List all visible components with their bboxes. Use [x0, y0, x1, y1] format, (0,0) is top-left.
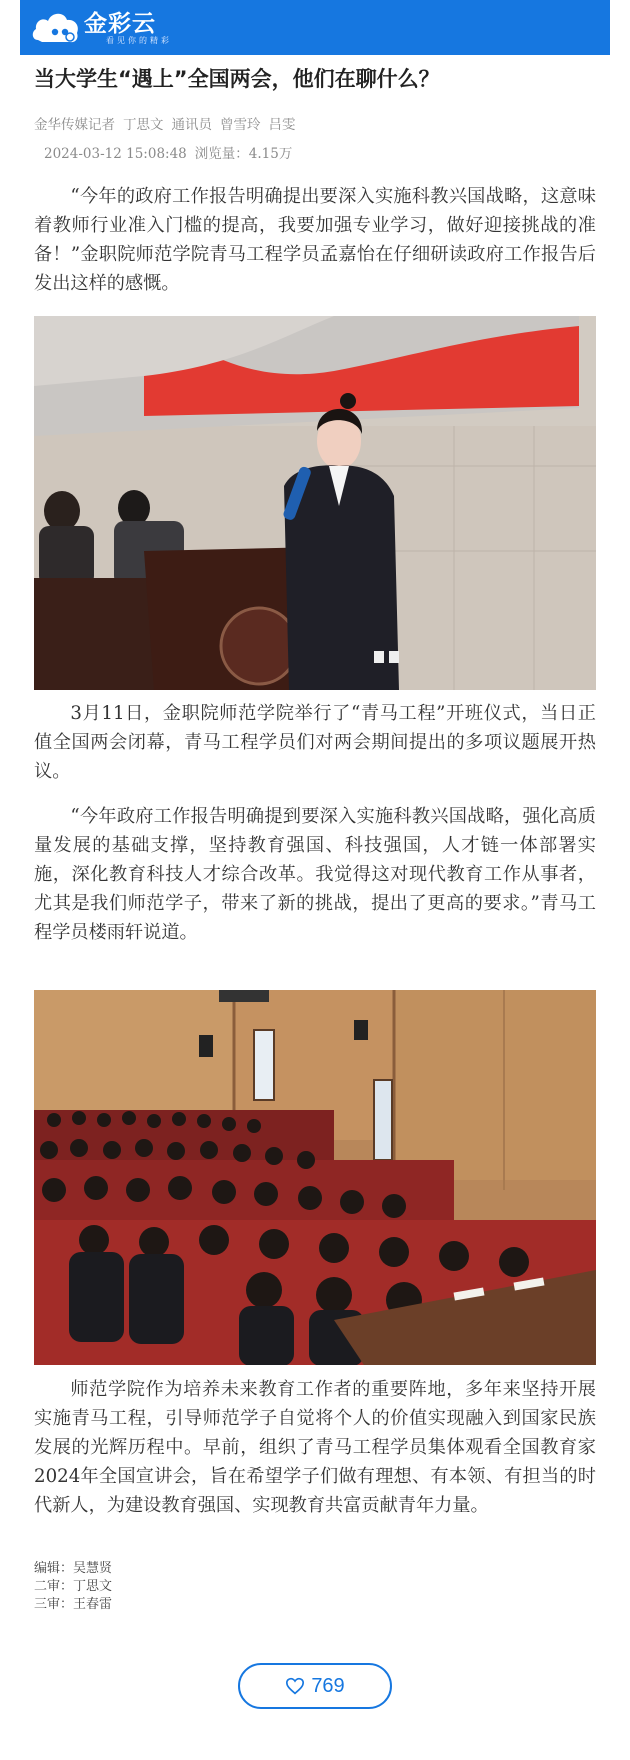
publish-datetime: 2024-03-12 15:08:48	[44, 146, 187, 162]
cloud-logo-icon[interactable]	[30, 6, 82, 50]
byline-correspondent-1: 曾雪玲	[220, 117, 261, 133]
article-paragraph-3: “今年政府工作报告明确提到要深入实施科教兴国战略，强化高质量发展的基础支撑，坚持教育强国、科技强国，人才链一体部署实施，深化教育科技人才综合改革。我觉得这对现代教育工作从事者，尤其是我们师范学子，带来了新的挑战，提出了更高的要求。”青马工程学员楼雨轩说道。	[34, 806, 596, 943]
article-photo-auditorium	[34, 990, 596, 1365]
byline-correspondent-2: 吕雯	[268, 117, 296, 133]
brand-name: 金彩云	[84, 9, 156, 36]
byline-reporter-name: 丁思文	[123, 117, 164, 133]
article-photo-speaker	[34, 316, 596, 690]
article-byline	[34, 113, 304, 133]
app-header	[20, 0, 610, 55]
byline-role-correspondent: 通讯员	[171, 117, 212, 133]
heart-icon	[285, 1677, 305, 1695]
like-button[interactable]	[238, 1663, 392, 1709]
article-credits	[34, 1560, 112, 1614]
brand	[84, 10, 172, 46]
article-meta	[44, 142, 300, 162]
credit-third-review: 三审：王春雷	[34, 1597, 113, 1612]
credit-editor: 编辑：吴慧贤	[34, 1561, 113, 1576]
article-paragraph-2: 3月11日，金职院师范学院举行了“青马工程”开班仪式，当日正值全国两会闭幕，青马工程学员们对两会期间提出的多项议题展开热议。	[34, 703, 596, 782]
view-count: 浏览量：4.15万	[194, 146, 293, 162]
article-paragraph-4: 师范学院作为培养未来教育工作者的重要阵地，多年来坚持开展实施青马工程，引导师范学子自觉将个人的价值实现融入到国家民族发展的光辉历程中。早前，组织了青马工程学员集体观看全国教育家2024年全国宣讲会，旨在希望学子们做有理想、有本领、有担当的时代新人，为建设教育强国、实现教育共富贡献青年力量。	[34, 1379, 596, 1516]
byline-role-reporter: 金华传媒记者	[34, 117, 115, 133]
article-paragraph-1: “今年的政府工作报告明确提出要深入实施科教兴国战略，这意味着教师行业准入门槛的提高，我要加强专业学习，做好迎接挑战的准备！”金职院师范学院青马工程学员孟嘉怡在仔细研读政府工作报告后发出这样的感慨。	[34, 186, 596, 294]
like-count: 769	[311, 1674, 345, 1697]
credit-second-review: 二审：丁思文	[34, 1579, 113, 1594]
brand-slogan: 看见你的精彩	[106, 35, 172, 45]
article-title: 当大学生“遇上”全国两会，他们在聊什么？	[34, 67, 440, 91]
